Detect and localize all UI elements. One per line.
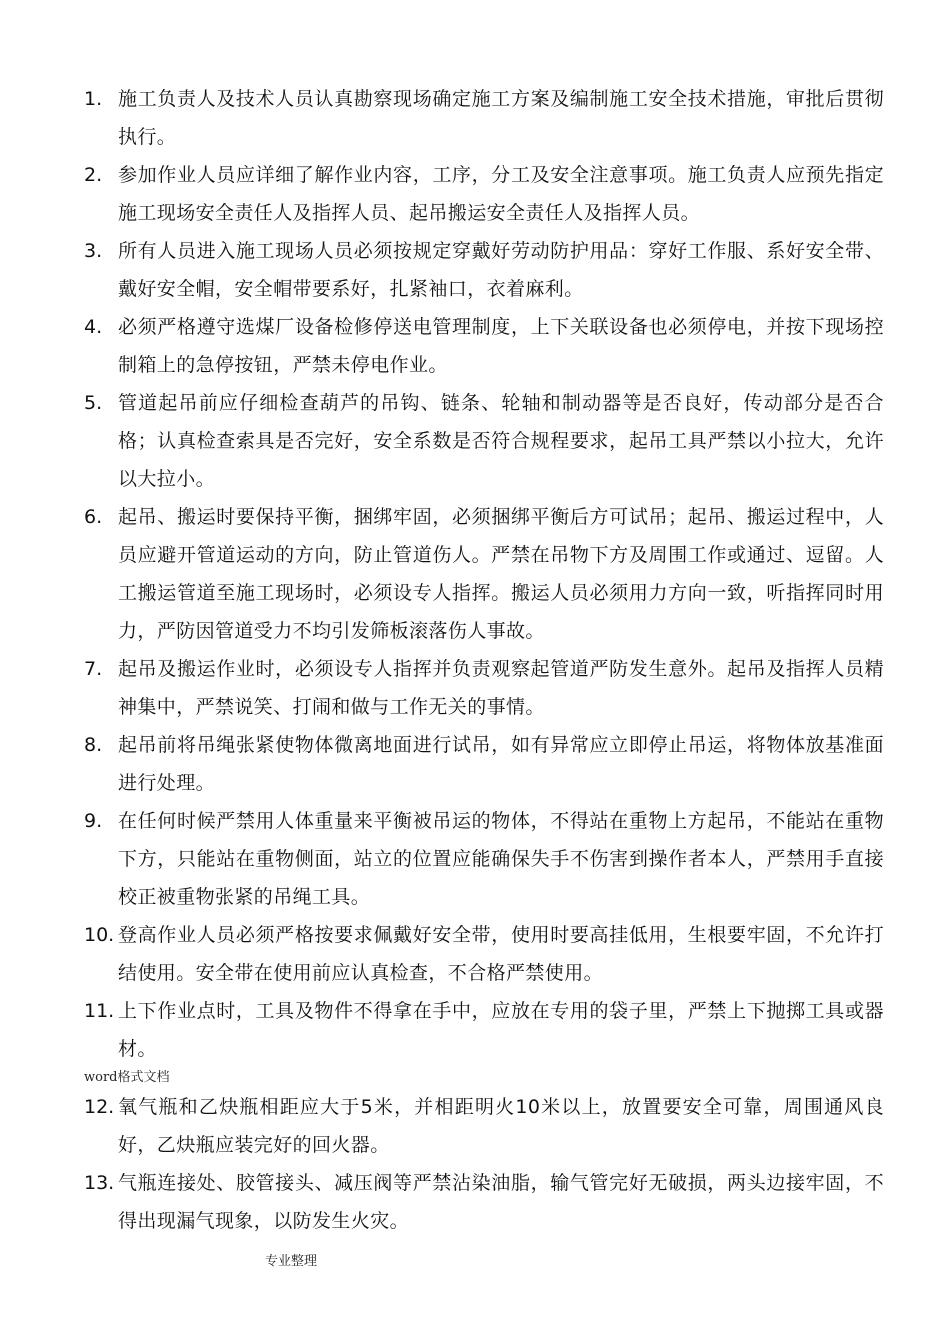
list-item: [84, 1164, 884, 1240]
item-text: 上下作业点时，工具及物件不得拿在手中，应放在专用的袋子里，严禁上下抛掷工具或器材。: [118, 1000, 884, 1060]
item-text: 起吊、搬运时要保持平衡，捆绑牢固，必须捆绑平衡后方可试吊；起吊、搬运过程中，人员应避开管道运动的方向，防止管道伤人。严禁在吊物下方及周围工作或通过、逗留。人工搬运管道至施工现场时，必须设专人指挥。搬运人员必须用力方向一致，听指挥同时用力，严防因管道受力不均引发筛板滚落伤人事故。: [118, 506, 884, 642]
list-item: [84, 498, 884, 650]
item-text: 所有人员进入施工现场人员必须按规定穿戴好劳动防护用品：穿好工作服、系好安全带、戴好安全帽，安全帽带要系好，扎紧袖口，衣着麻利。: [118, 240, 884, 300]
item-text: 气瓶连接处、胶管接头、减压阀等严禁沾染油脂，输气管完好无破损，两头边接牢固，不得出现漏气现象，以防发生火灾。: [118, 1172, 884, 1232]
item-text: 在任何时候严禁用人体重量来平衡被吊运的物体，不得站在重物上方起吊，不能站在重物下方，只能站在重物侧面，站立的位置应能确保失手不伤害到操作者本人，严禁用手直接校正被重物张紧的吊绳工具。: [118, 810, 884, 908]
item-text: 起吊前将吊绳张紧使物体微离地面进行试吊，如有异常应立即停止吊运，将物体放基准面进行处理。: [118, 734, 884, 794]
list-item: [84, 156, 884, 232]
page-footer: 专业整理: [265, 1254, 318, 1269]
list-item: [84, 916, 884, 992]
item-number: 3.: [84, 240, 103, 262]
item-text: 施工负责人及技术人员认真勘察现场确定施工方案及编制施工安全技术措施，审批后贯彻执行。: [118, 88, 884, 148]
item-number: 2.: [84, 164, 103, 186]
item-number: 13.: [84, 1172, 115, 1194]
item-text: 氧气瓶和乙炔瓶相距应大于5米，并相距明火10米以上，放置要安全可靠，周围通风良好，乙炔瓶应装完好的回火器。: [118, 1096, 884, 1156]
safety-list-part2: [84, 1088, 884, 1240]
page-break-note: word格式文档: [84, 1070, 170, 1085]
item-text: 必须严格遵守选煤厂设备检修停送电管理制度，上下关联设备也必须停电，并按下现场控制箱上的急停按钮，严禁未停电作业。: [118, 316, 884, 376]
item-number: 12.: [84, 1096, 115, 1118]
list-item: [84, 992, 884, 1068]
item-number: 11.: [84, 1000, 115, 1022]
item-number: 4.: [84, 316, 103, 338]
list-item: [84, 802, 884, 916]
item-text: 起吊及搬运作业时，必须设专人指挥并负责观察起管道严防发生意外。起吊及指挥人员精神集中，严禁说笑、打闹和做与工作无关的事情。: [118, 658, 884, 718]
item-text: 管道起吊前应仔细检查葫芦的吊钩、链条、轮轴和制动器等是否良好，传动部分是否合格；认真检查索具是否完好，安全系数是否符合规程要求，起吊工具严禁以小拉大，允许以大拉小。: [118, 392, 884, 490]
item-number: 7.: [84, 658, 103, 680]
item-number: 8.: [84, 734, 103, 756]
item-text: 登高作业人员必须严格按要求佩戴好安全带，使用时要高挂低用，生根要牢固，不允许打结使用。安全带在使用前应认真检查，不合格严禁使用。: [118, 924, 884, 984]
list-item: [84, 308, 884, 384]
item-number: 10.: [84, 924, 115, 946]
safety-list-part1: [84, 80, 884, 1068]
list-item: [84, 726, 884, 802]
list-item: [84, 1088, 884, 1164]
item-number: 5.: [84, 392, 103, 414]
list-item: [84, 232, 884, 308]
list-item: [84, 650, 884, 726]
item-number: 9.: [84, 810, 103, 832]
item-text: 参加作业人员应详细了解作业内容，工序，分工及安全注意事项。施工负责人应预先指定施工现场安全责任人及指挥人员、起吊搬运安全责任人及指挥人员。: [118, 164, 884, 224]
item-number: 1.: [84, 88, 103, 110]
list-item: [84, 384, 884, 498]
item-number: 6.: [84, 506, 103, 528]
list-item: [84, 80, 884, 156]
